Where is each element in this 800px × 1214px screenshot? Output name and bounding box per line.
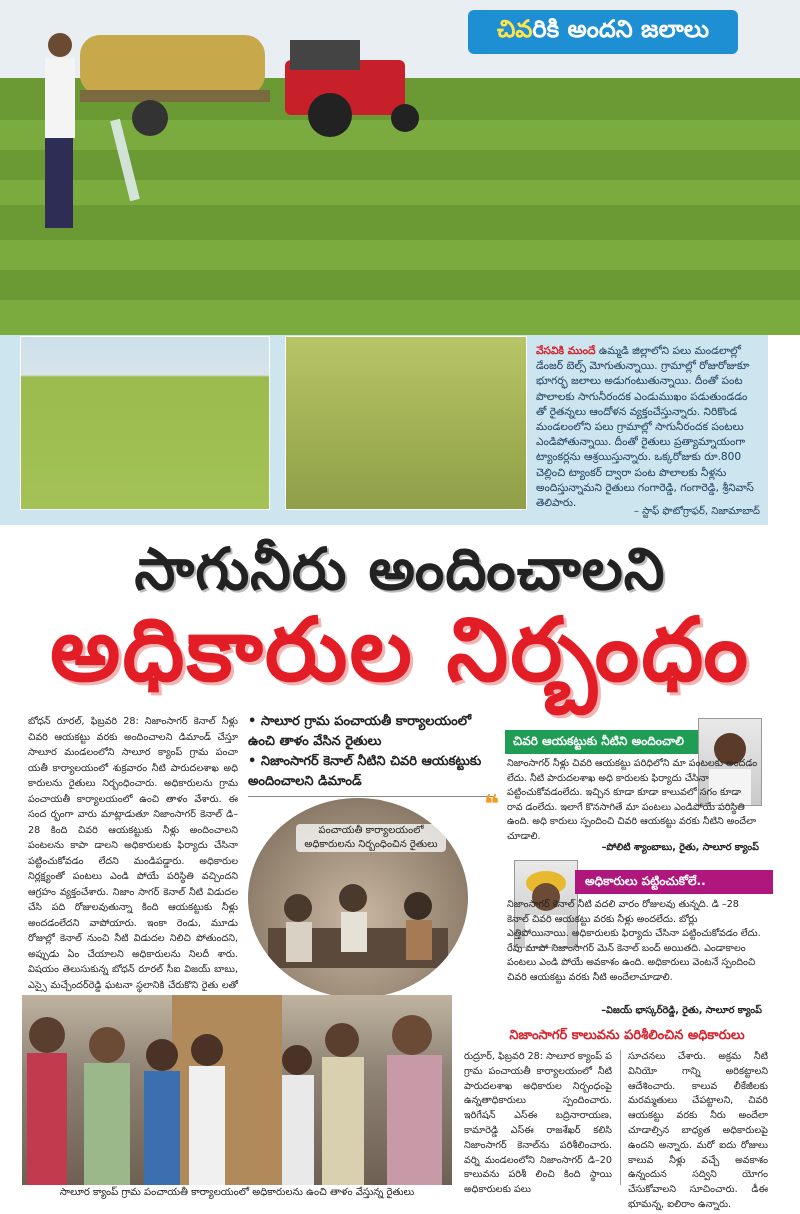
photo-dry-field-1	[20, 336, 270, 510]
quote-2-text: నిజాంసాగర్ కెనాల్ నీటి వదలి వారం రోజులవు తున్నది. డి –28 కెనాల్ చివరి ఆయకట్టు వరకు నీళ్లు అందలేదు. బోర్లు ఎత్తిపోయినాయి. అధికారులకు ఫిర్యాదు చేసినా పట్టించుకోవడం లేదు. రేపు మాపో నిజాంసాగర్ మెన్ కెనాల్ బంద్ అయితది. ఎండాకాలం పంటలు ఎండి పోయే అవకాశం ఉంది. అధికారులు వెంటనే స్పందించి చివరి ఆయకట్టు వరకు నీటి అందేలాచూడాలి.	[507, 899, 761, 983]
tag-accent-2: రి	[532, 15, 547, 43]
caption-lead: వేసవికి ముందే	[536, 345, 596, 357]
quote-2-heading: అధికారులు పట్టించుకోలే..	[575, 870, 773, 894]
quote-mark-icon: ❝	[484, 790, 500, 820]
section-tag	[468, 10, 738, 54]
caption-body: ఉమ్మడి జిల్లాలోని పలు మండలాల్లో డేంజర్ బెల్స్ మోగుతున్నాయి. గ్రామాల్లో రోజురోజుకూ భూగర్భ జలాలు అడుగంటుతున్నాయి. దీంతో పంట పొలాలకు సాగునీరందక ఎండుముఖం పడుతుండడం తో రైతన్నలు ఆందోళన వ్యక్తంచేస్తున్నారు. నిరికొండ మండలంలోని పలు గ్రామాల్లో సాగునీరందక పంటలు ఎండిపోతున్నాయి. దీంతో రైతులు ప్రత్యామ్నాయంగా ట్యాంకర్లను ఆశ్రయిస్తున్నారు. ఒక్కరోజుకు రూ.800 చెల్లించి ట్యాంకర్ ద్వారా పంట పొలాలకు నీళ్లను అందిస్తున్నామని రైతులు గంగారెడ్డి, గంగారెడ్డి, శ్రీనివాస్ తెలిపారు.	[536, 345, 754, 510]
quote-1-credit: –పోలిటి శ్యాంబాబు, రైతు, సాలూర క్యాంప్	[601, 842, 759, 853]
quote-1-text: నిజాంసాగర్ నీళ్లు చివరి ఆయకట్టు పరిధిలోని మా పంటలకు అందడం లేదు. నీటి పారుదలశాఖ అధి కారులకు ఫిర్యాదు చేసినా పట్టించుకోవడంలేదు. ఇచ్చిన కూడా కూడా కాలువలో సగం కూడా రావ డంలేదు. ఇలాగే కొనసాగితే మా పంటలు ఎండిపోయే పరిస్థితి ఉంది. అధి కారులు స్పందించి చివరి ఆయకట్టు వరకు నీటిని అందేలా చూడాలి.	[507, 758, 758, 842]
group-photo-farmers	[22, 995, 452, 1185]
caption-text	[536, 344, 758, 511]
bullet-text-2: నిజాంసాగర్ కెనాల్ నీటిని చివరి ఆయకట్టుకు అందించాలని డిమాండ్	[248, 754, 482, 789]
headline-line-2: అధికారుల నిర్బంధం	[49, 598, 750, 701]
circle-photo-label: పంచాయతీ కార్యాలయంలో అధికారులను నిర్బంధించిన రైతులు	[296, 824, 446, 852]
sub-article-col-1: రుద్రూర్, ఫిబ్రవరి 28: సాలూర క్యాంప్ ప గ్రామ పంచాయతీ కార్యాలయంలో నీటి పారుదలశాఖ అధికారుల నిర్బంధంపై ఉన్నతాధికారులు స్పందించారు. ఇరిగేషన్ ఎస్ఈ బద్రినారాయణ, కామారెడ్డి ఎస్ఈ రాజశేఖర్ కలిసి నిజాంసాగర్ కెనాల్‌ను పరిశీలించారు. వర్ని మండలంలోని నిజాంసాగర్ డి–20 కాలువను పరిశీ లించి కింది స్థాయి అధికారులకు పలు	[464, 1051, 612, 1196]
bullet-item: • నిజాంసాగర్ కెనాల్ నీటిని చివరి ఆయకట్టుకు అందించాలని డిమాండ్	[248, 754, 482, 789]
group-photo-caption: సాలూర క్యాంప్ గ్రామ పంచాయతీ కార్యాలయంలో అధికారులను ఉంచి తాళం వేస్తున్న రైతులు	[59, 1187, 415, 1198]
bullet-item: • సాలూర గ్రామ పంచాయతీ కార్యాలయంలో ఉంచి తాళం వేసిన రైతులు	[248, 714, 472, 749]
quote-2-credit: –విజయ్ భాస్కర్‌రెడ్డి, రైతు, సాలూర క్యాంప్	[601, 1005, 762, 1016]
sub-article-col-2: సూచనలు చేశారు. అక్రమ నీటి వినియో గాన్ని అరికట్టాలని ఆదేశించారు. కాలువ లీకేజీలకు మరమ్మతులు చేపట్టాలని, చివరి ఆయకట్టు వరకు నీరు అందేలా చూడాల్సిన బాధ్యత అధికారులపై ఉందని అన్నారు. మరో ఐదు రోజులు కాలువ నీళ్లు వచ్చే అవకాశం ఉన్నందున సద్విని యోగం చేసుకోవాలని సూచించారు. డీఈ భూమన్న, ఐలిరాం ఉన్నారు.	[628, 1051, 768, 1210]
quote-1-heading: చివరి ఆయకట్టుకు నీటిని అందించాలి	[505, 730, 703, 754]
caption-credit: – స్టాఫ్ ఫొటోగ్రాఫర్, నిజామాబాద్	[633, 506, 760, 517]
divider	[248, 796, 493, 797]
photo-dry-field-2	[285, 336, 527, 510]
bullet-text-1: సాలూర గ్రామ పంచాయతీ కార్యాలయంలో ఉంచి తాళం వేసిన రైతులు	[248, 714, 472, 749]
sub-article-heading: నిజాంసాగర్ కాలువను పరిశీలించిన అధికారులు	[509, 1028, 745, 1043]
column-divider	[620, 1050, 621, 1185]
tag-accent: చివ	[496, 15, 533, 43]
bullet-list	[248, 712, 493, 797]
article-body: బోధన్ రూరల్, ఫిబ్రవరి 28: నిజాంసాగర్ కెనాల్ నీళ్లు చివరి ఆయకట్టు వరకు అందించాలని డిమాండ్ చేస్తూ సాలూర మండలంలోని సాలూర క్యాంప్ గ్రామ పంచా యతీ కార్యాలయంలో శుక్రవారం నీటి పారుదలశాఖ అధి కారులను రైతులు నిర్బంధించారు. అధికారులను గ్రామ పంచాయతీ కార్యాలయంలో ఉంచి తాళం వేశారు. ఈ సంద ర్భంగా వారు మాట్లాడుతూ నిజాంసాగర్ కెనాల్ డి–28 కింది చివరి ఆయకట్టుకు నీళ్లు అందించాలని పంటలను కాపా డాలని అధికారులకు ఫిర్యాదు చేసినా పట్టించుకోవడం లేదని మండిపడ్డారు. అధికారుల నిర్లక్ష్యంతో పంటలు ఎండి పోయే పరిస్థితి వచ్చిందని ఆగ్రహం వ్యక్తంచేశారు. నిజాం సాగర్ కెనాల్ నీటి విడుదల చేసి పది రోజులవుతున్నా కింది ఆయకట్టుకు నీళ్లు అందడంలేదని వాపోయారు. ఇంకా రెండు, మూడు రోజుల్లో కెనాల్ నుంచి నీటి విడుదల నిలిచి పోతుందని, అప్పుడు ఏం చేయాలని అధికారులను నిలదీ శారు. విషయం తెలుసుకున్న బోధన్ రూరల్ సీఐ విజయ్ బాబు, ఎస్సై మచ్చేందర్‌రెడ్డి ఘటనా స్థలానికి చేరుకొని రైతు లతో	[28, 716, 238, 991]
headline-line-1: సాగునీరు అందించాలని	[134, 535, 666, 603]
farmers-illustration	[22, 995, 452, 1185]
tag-rest: కి అందని జలాలు	[546, 15, 710, 43]
